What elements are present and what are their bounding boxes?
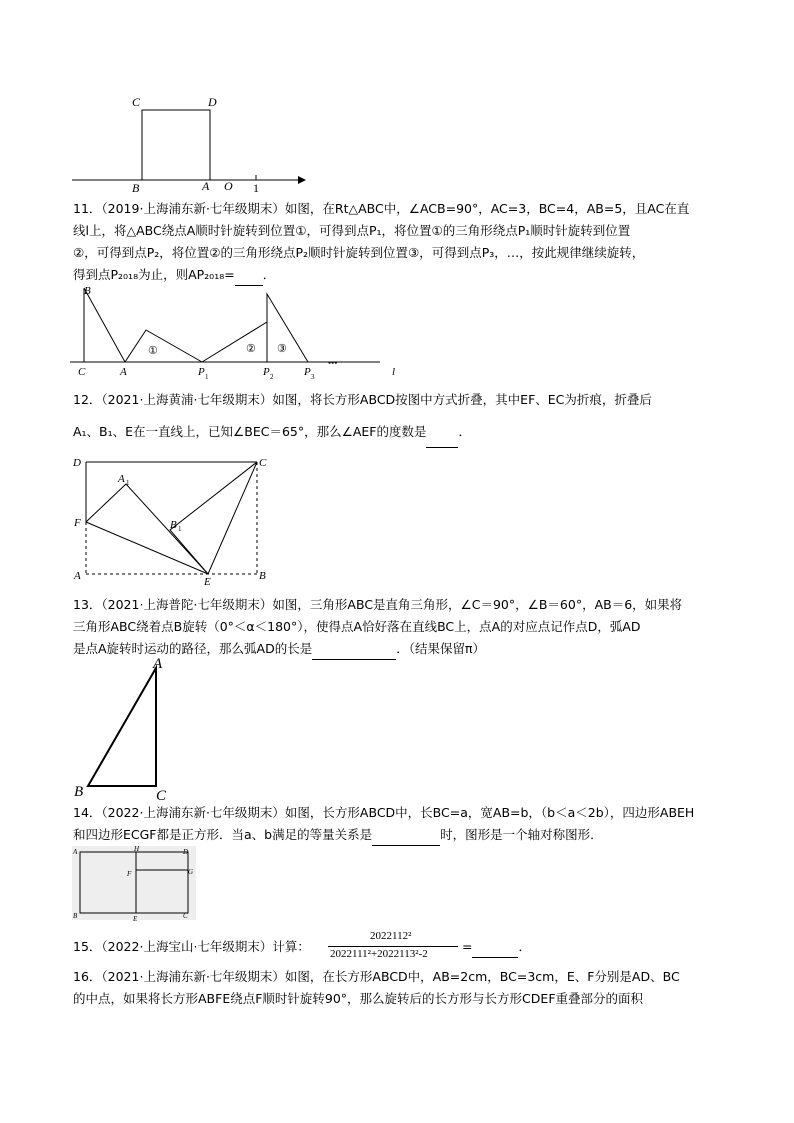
figure-square-on-number-line xyxy=(70,92,310,197)
answer-blank-15[interactable] xyxy=(472,942,518,958)
svg-text:C: C xyxy=(78,366,86,378)
svg-text:A: A xyxy=(120,366,127,378)
q15-numerator: 2022112² xyxy=(370,930,412,942)
svg-text:E: E xyxy=(133,915,138,922)
svg-text:1: 1 xyxy=(205,373,209,381)
svg-text:•••: ••• xyxy=(328,358,338,368)
svg-text:C: C xyxy=(183,912,188,920)
q11-line-1: 11．（2019·上海浦东新·七年级期末）如图，在Rt△ABC中，∠ACB=90°，AC=3，BC=4，AB=5，且AC在直 xyxy=(73,201,690,216)
svg-text:③: ③ xyxy=(277,343,287,355)
q14-line-2: 和四边形ECGF都是正方形．当a、b满足的等量关系是 xyxy=(73,827,373,842)
fraction-bar xyxy=(328,946,458,947)
svg-text:A: A xyxy=(73,848,78,856)
label-C: C xyxy=(132,95,141,109)
q15-prefix: 15．（2022·上海宝山·七年级期末）计算： xyxy=(73,939,310,954)
q12-line-1: 12．（2021·上海黄浦·七年级期末）如图，将长方形ABCD按图中方式折叠，其中EF、EC为折痕，折叠后 xyxy=(73,392,652,407)
svg-text:1: 1 xyxy=(178,525,182,533)
svg-text:②: ② xyxy=(246,343,256,355)
svg-text:C: C xyxy=(259,457,267,469)
svg-text:A: A xyxy=(153,656,163,672)
q11-line-3: ②，可得到点P₂，将位置②的三角形绕点P₂顺时针旋转到位置③，可得到点P₃，…，按此规律继续旋转， xyxy=(73,245,645,260)
q13-line-1: 13．（2021·上海普陀·七年级期末）如图，三角形ABC是直角三角形，∠C＝90°，∠B＝60°，AB＝6，如果将 xyxy=(73,597,683,612)
svg-text:A: A xyxy=(74,570,81,582)
q14-line-1: 14．（2022·上海浦东新·七年级期末）如图，长方形ABCD中，长BC=a，宽AB=b，（b＜a＜2b），四边形ABEH xyxy=(73,805,695,820)
svg-text:F: F xyxy=(127,870,132,878)
question-16 xyxy=(73,966,723,1010)
answer-blank-12[interactable] xyxy=(426,432,458,448)
svg-text:3: 3 xyxy=(311,373,315,381)
svg-text:D: D xyxy=(73,457,81,469)
q12-line-2: A₁、B₁、E在一直线上，已知∠BEC＝65°，那么∠AEF的度数是 xyxy=(73,424,427,439)
svg-text:H: H xyxy=(134,845,140,853)
figure-right-triangle xyxy=(70,656,180,802)
question-13: 13．（2021·上海普陀·七年级期末）如图，三角形ABC是直角三角形，∠C＝90°，∠B＝60°，AB＝6，如果将 三角形ABC绕着点B旋转（0°＜α＜180°），使得点A恰好落在直线BC上，点A的对应点记作点D，弧AD 是点A旋转时运动的路径，那么弧AD的长是 ．（结果保留π） xyxy=(73,594,723,660)
figure-rectangle-squares xyxy=(70,844,200,922)
svg-text:C: C xyxy=(156,788,167,802)
svg-text:D: D xyxy=(183,848,189,856)
svg-text:B: B xyxy=(170,519,177,531)
figure-folded-rectangle xyxy=(70,452,280,587)
q11-line-4: 得到点P₂₀₁₈为止，则AP₂₀₁₈= xyxy=(73,267,235,282)
svg-text:B: B xyxy=(84,285,91,297)
svg-text:B: B xyxy=(73,912,78,920)
answer-blank-14[interactable] xyxy=(372,830,440,846)
question-11: 11．（2019·上海浦东新·七年级期末）如图，在Rt△ABC中，∠ACB=90°，AC=3，BC=4，AB=5，且AC在直 线l上，将△ABC绕点A顺时针旋转到位置①，可得到点P₁，将位置①的三角形绕点P₁顺时针旋转到位置 ②，可得到点P₂，将位置②的三角形绕点P₂顺时针旋转到位置③，可得到点P₃，…，按此规律继续旋转， 得到点P₂₀₁₈为止，则AP₂₀₁₈= ． xyxy=(73,198,723,286)
figure-rotating-triangles xyxy=(70,282,400,384)
svg-text:P: P xyxy=(263,366,270,378)
q13-line-3: 是点A旋转时运动的路径，那么弧AD的长是 xyxy=(73,641,313,656)
answer-blank-13[interactable] xyxy=(312,644,396,660)
svg-text:P: P xyxy=(304,366,311,378)
svg-text:B: B xyxy=(259,570,266,582)
question-12: 12．（2021·上海黄浦·七年级期末）如图，将长方形ABCD按图中方式折叠，其中EF、EC为折痕，折叠后 A₁、B₁、E在一直线上，已知∠BEC＝65°，那么∠AEF的度数是 ． xyxy=(73,384,723,448)
svg-text:1: 1 xyxy=(126,479,130,487)
svg-text:B: B xyxy=(74,784,84,800)
svg-text:A: A xyxy=(118,473,125,485)
q15-denominator: 2022111²+2022113²-2 xyxy=(330,948,428,960)
label-A: A xyxy=(202,179,210,193)
svg-text:F: F xyxy=(74,517,81,529)
svg-text:G: G xyxy=(188,868,194,876)
label-B: B xyxy=(132,181,140,195)
q16-line-2: 的中点，如果将长方形ABFE绕点F顺时针旋转90°，那么旋转后的长方形与长方形CDEF重叠部分的面积 xyxy=(73,991,644,1006)
label-1: 1 xyxy=(253,181,259,195)
q13-line-2: 三角形ABC绕着点B旋转（0°＜α＜180°），使得点A恰好落在直线BC上，点A的对应点记作点D，弧AD xyxy=(73,619,641,634)
svg-text:2: 2 xyxy=(270,373,274,381)
label-O: O xyxy=(224,179,233,193)
question-14: 14．（2022·上海浦东新·七年级期末）如图，长方形ABCD中，长BC=a，宽AB=b，（b＜a＜2b），四边形ABEH 和四边形ECGF都是正方形．当a、b满足的等量关系是 时，图形是一个轴对称图形． xyxy=(73,802,723,846)
svg-text:E: E xyxy=(204,576,211,587)
q16-line-1: 16．（2021·上海浦东新·七年级期末）如图，在长方形ABCD中，AB=2cm，BC=3cm，E、F分别是AD、BC xyxy=(73,969,680,984)
label-D: D xyxy=(208,95,217,109)
q11-line-2: 线l上，将△ABC绕点A顺时针旋转到位置①，可得到点P₁，将位置①的三角形绕点P₁顺时针旋转到位置 xyxy=(73,223,631,238)
svg-text:①: ① xyxy=(148,345,158,357)
svg-text:l: l xyxy=(392,366,396,378)
svg-text:P: P xyxy=(198,366,205,378)
